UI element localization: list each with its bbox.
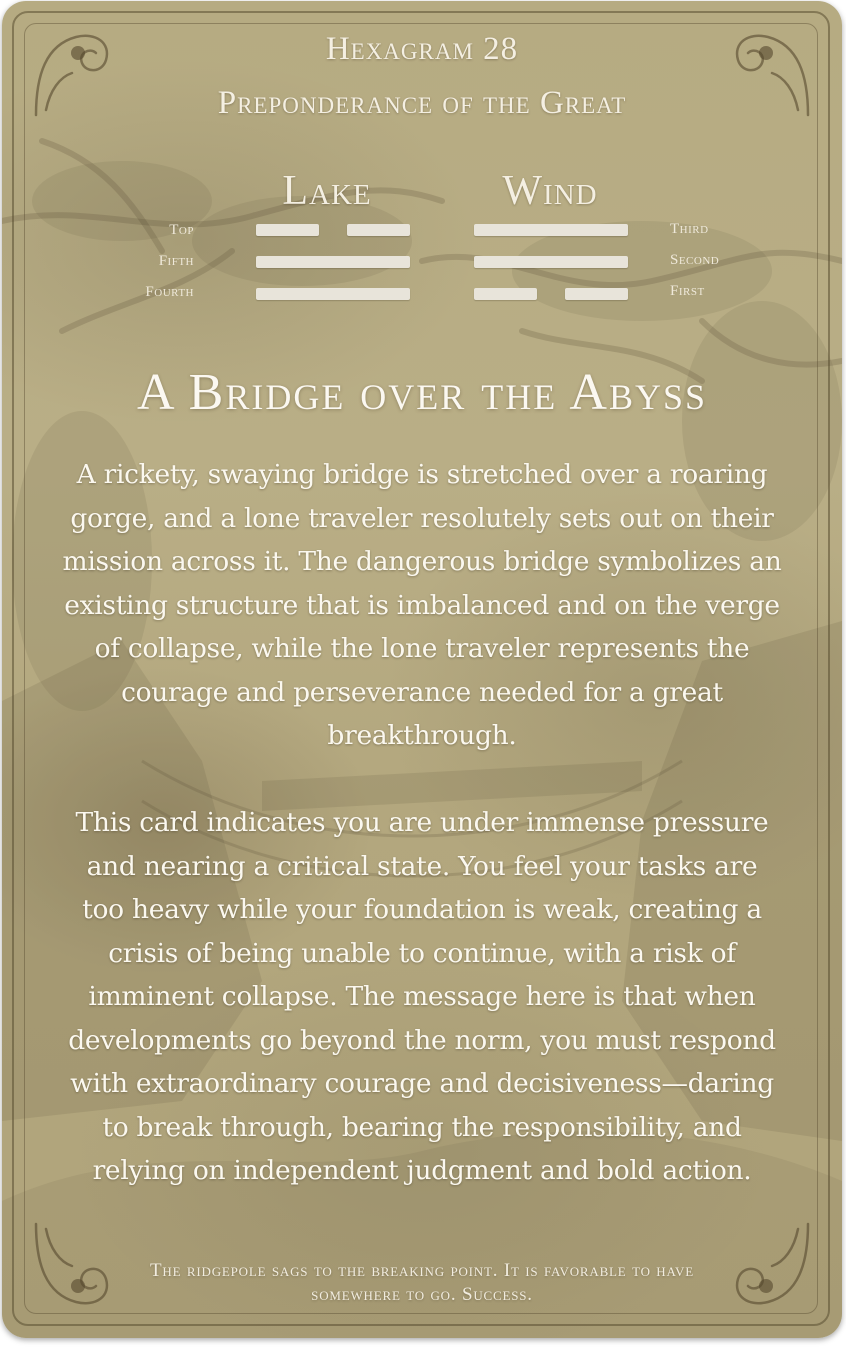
description-paragraph-2: This card indicates you are under immense pressure and nearing a critical state. You feel your tasks are too heavy while your foundation is weak, creating a crisis of being unable to continue, with a risk of imminent collapse. The message here is that when developments go beyond the norm, you must respond with extraordinary courage and decisiveness—daring to break through, bearing the responsibility, and relying on independent judgment and bold action. bbox=[68, 807, 776, 1186]
judgment-text: The ridgepole sags to the breaking point. It is favorable to have somewhere to go. Success. bbox=[150, 1260, 694, 1305]
line-label-fourth: Fourth bbox=[145, 284, 194, 300]
broken-line-segment bbox=[565, 288, 628, 300]
broken-line-segment bbox=[474, 288, 537, 300]
corner-flourish-icon bbox=[718, 1214, 828, 1324]
line-label-second: Second bbox=[670, 252, 720, 268]
corner-flourish-icon bbox=[16, 1214, 126, 1324]
solid-line bbox=[474, 256, 628, 268]
broken-line-segment bbox=[347, 224, 410, 236]
line-label-first: First bbox=[670, 283, 705, 299]
solid-line bbox=[256, 288, 410, 300]
broken-line-segment bbox=[256, 224, 319, 236]
upper-trigram-name: Lake bbox=[282, 168, 372, 214]
line-label-top: Top bbox=[169, 222, 194, 238]
solid-line bbox=[474, 224, 628, 236]
solid-line bbox=[256, 256, 410, 268]
hexagram-name: Preponderance of the Great bbox=[217, 85, 627, 121]
hexagram-card bbox=[2, 1, 842, 1338]
line-label-fifth: Fifth bbox=[158, 253, 194, 269]
card-title: A Bridge over the Abyss bbox=[136, 364, 708, 421]
hexagram-number: Hexagram 28 bbox=[325, 31, 519, 67]
description-paragraph-1: A rickety, swaying bridge is stretched over a roaring gorge, and a lone traveler resolutely sets out on their mission across it. The dangerous bridge symbolizes an existing structure that is imbalanced and on the verge of collapse, while the lone traveler represents the courage and perseverance needed for a great breakthrough. bbox=[62, 459, 782, 751]
lower-trigram-name: Wind bbox=[502, 168, 598, 214]
line-label-third: Third bbox=[670, 221, 709, 237]
